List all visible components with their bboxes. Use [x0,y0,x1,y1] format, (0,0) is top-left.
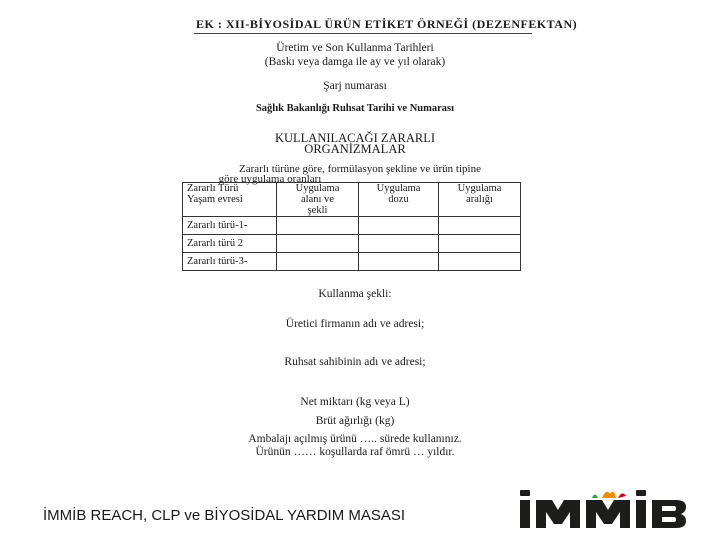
footer-helpdesk-title: İMMİB REACH, CLP ve BİYOSİDAL YARDIM MASASI [43,507,406,524]
net-amount-label: Net miktarı (kg veya L) [300,396,410,408]
table-cell [277,217,359,235]
document-title: EK : XII-BİYOSİDAL ÜRÜN ETİKET ÖRNEĞİ (DEZENFEKTAN) [196,17,578,31]
gross-weight-label: Brüt ağırlığı (kg) [315,415,395,427]
table-cell [439,217,521,235]
table-cell [439,253,521,271]
license-info-label: Sağlık Bakanlığı Ruhsat Tarihi ve Numarası [255,103,455,114]
table-cell [359,253,439,271]
pest-type-cell: Zararlı türü-3- [183,253,277,271]
title-underline [194,33,532,34]
application-rates-line-1: Zararlı türüne göre, formülasyon şekline ve ürün tipine [239,163,481,175]
table-cell [277,253,359,271]
application-rates-line-2: göre uygulama oranları [218,173,322,185]
table-header-row [183,183,521,217]
pest-type-cell: Zararlı türü 2 [183,235,277,253]
application-rates-table [182,182,521,271]
storage-note-line-1: Ambalajı açılmış ürünü ….. sürede kullanınız. [248,433,462,445]
usage-method-label: Kullanma şekli: [318,288,392,300]
table-cell [359,235,439,253]
table-row [183,217,521,235]
header-application-dose-line: dozu [388,194,409,205]
organisms-heading-line-2: ORGANİZMALAR [304,142,406,156]
table-cell [277,235,359,253]
header-application-area-line: Uygulama [295,183,340,194]
header-application-area-line: şekli [307,205,328,216]
header-application-interval-line: aralığı [466,194,493,205]
pest-type-cell: Zararlı türü-1- [183,217,277,235]
table-row [183,253,521,271]
header-application-area [277,183,359,217]
table-cell [359,217,439,235]
storage-note-line-2: Ürünün …… koşullarda raf ömrü … yıldır. [255,446,455,458]
table-row [183,235,521,253]
header-application-dose [359,183,439,217]
header-pest-type [183,183,277,217]
header-application-area-line: alanı ve [301,194,334,205]
production-dates-label: Üretim ve Son Kullanma Tarihleri [276,42,434,54]
header-pest-type-line: Yaşam evresi [187,194,243,205]
batch-number-label: Şarj numarası [323,80,387,92]
production-dates-note: (Baskı veya damga ile ay ve yıl olarak) [264,56,446,68]
header-application-dose-line: Uygulama [376,183,421,194]
header-application-interval-line: Uygulama [457,183,502,194]
immib-logo [518,486,688,530]
organisms-heading-line-1: KULLANILACAĞI ZARARLI [274,131,436,145]
license-holder-label: Ruhsat sahibinin adı ve adresi; [284,356,426,368]
table-cell [439,235,521,253]
header-application-interval [439,183,521,217]
header-pest-type-line: Zararlı Türü [187,183,239,194]
manufacturer-label: Üretici firmanın adı ve adresi; [285,318,425,330]
